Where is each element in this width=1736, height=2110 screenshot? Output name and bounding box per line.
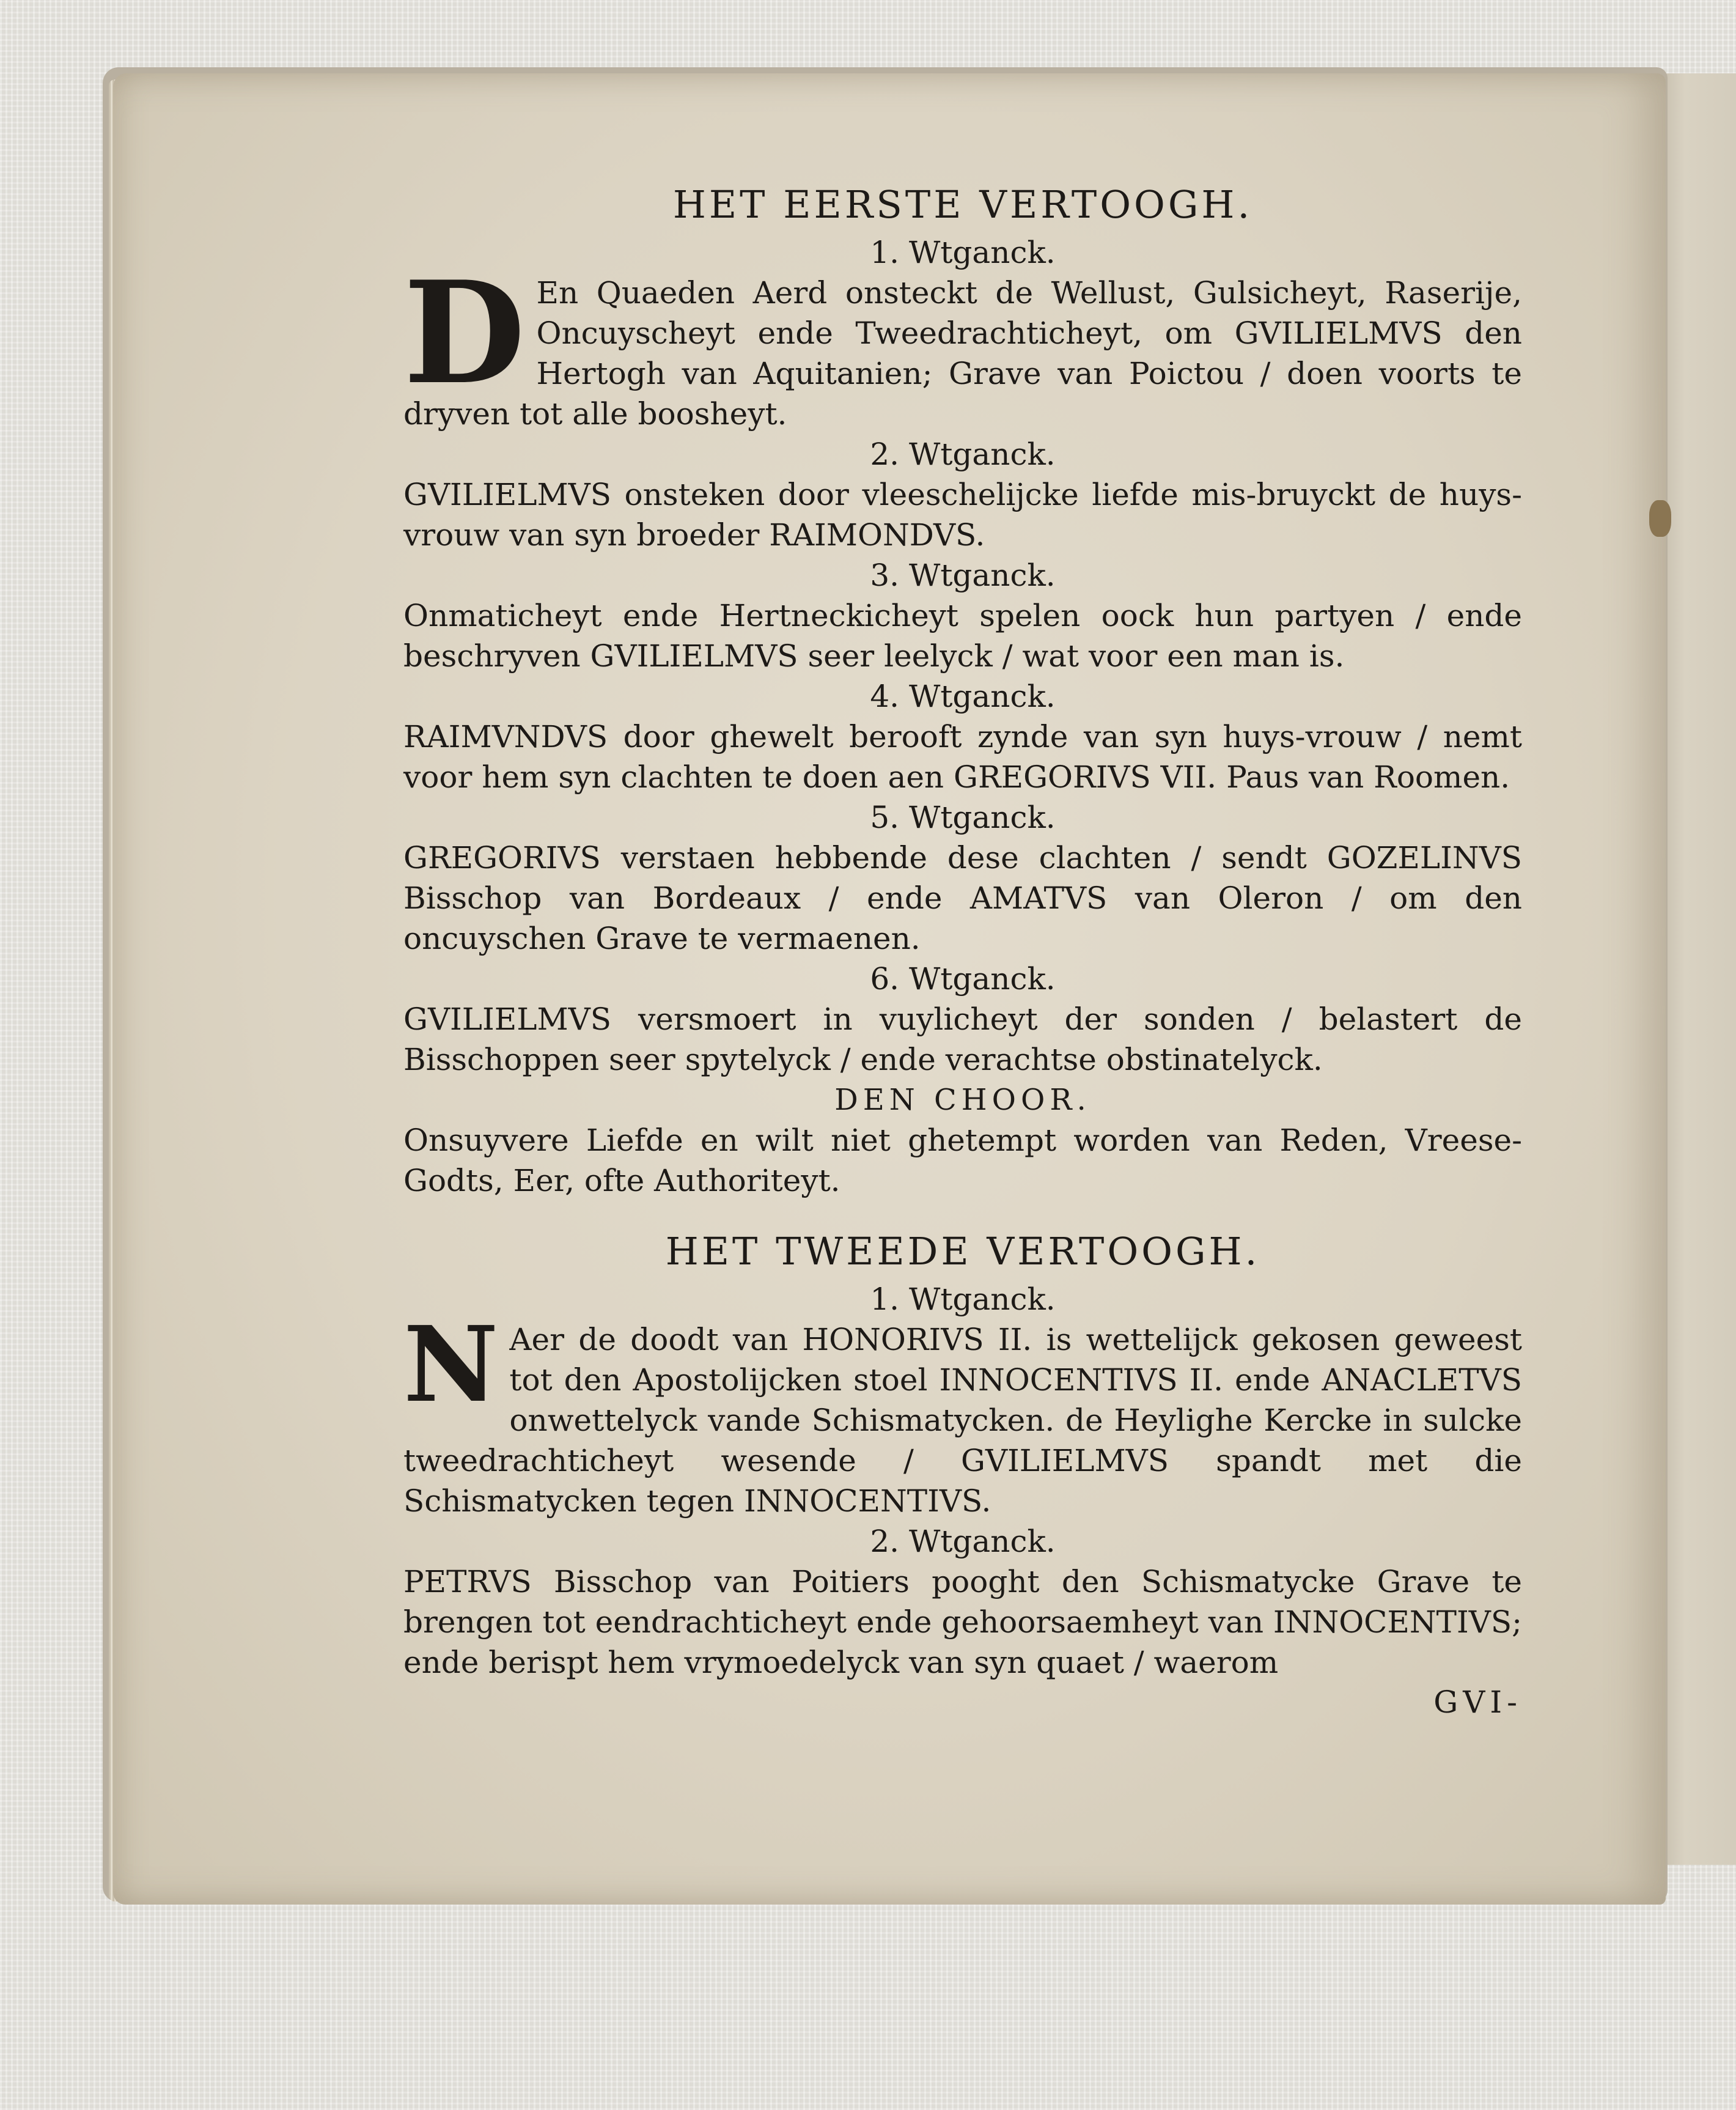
paragraph (403, 1304, 1522, 1521)
wtganck-label: 3. Wtganck. (870, 558, 1056, 593)
wtganck-label: 1. Wtganck. (870, 1282, 1056, 1317)
paragraph-text: GREGORIVS verstaen hebbende dese clachten / sendt GOZELINVS Bisschop van Bordeaux / ende AMATVS van Oleron / om den oncuyschen Grave te vermaenen. (403, 840, 1522, 956)
paragraph-text: Aer de doodt van HONORIVS II. is wettelijck gekosen geweest tot den Apostolijcken stoel INNOCENTIVS II. ende ANACLETVS onwettelyck vande Schismatycken. de Heylighe Kercke in sulcke tweedrachticheyt wesende / GVILIELMVS spandt met die Schismatycken tegen INNOCENTIVS. (403, 1322, 1522, 1519)
paragraph-text: GVILIELMVS onsteken door vleeschelijcke liefde mis-bruyckt de huys-vrouw van syn broeder RAIMONDVS. (403, 477, 1522, 553)
section-heading-first: HET EERSTE VERTOOGH. (672, 182, 1253, 227)
paragraph-text: PETRVS Bisschop van Poitiers pooght den Schismatycke Grave te brengen tot eendrachticheyt ende gehoorsaemheyt van INNOCENTIVS; ende berispt hem vrymoedelyck van syn quaet / waerom (403, 1564, 1522, 1680)
wtganck-label: 1. Wtganck. (870, 235, 1056, 270)
wtganck-label: 5. Wtganck. (870, 800, 1056, 835)
chorus-label: DEN CHOOR. (834, 1083, 1091, 1117)
drop-capital: N (403, 1304, 499, 1426)
page-text (403, 177, 1522, 1722)
chorus-text: Onsuyvere Liefde en wilt niet ghetempt worden van Reden, Vreese-Godts, Eer, ofte Authoriteyt. (403, 1123, 1522, 1198)
section-heading-second: HET TWEEDE VERTOOGH. (665, 1229, 1260, 1274)
wtganck-label: 6. Wtganck. (870, 961, 1056, 997)
drop-capital: D (403, 251, 526, 416)
wtganck-label: 4. Wtganck. (870, 679, 1056, 714)
page-tab-mark (1649, 500, 1671, 537)
wtganck-label: 2. Wtganck. (870, 437, 1056, 472)
paragraph-text: GVILIELMVS versmoert in vuylicheyt der sonden / belastert de Bisschoppen seer spytelyck / ende verachtse obstinatelyck. (403, 1002, 1522, 1077)
paragraph-text: Onmaticheyt ende Hertneckicheyt spelen oock hun partyen / ende beschryven GVILIELMVS seer leelyck / wat voor een man is. (403, 598, 1522, 674)
wtganck-label: 2. Wtganck. (870, 1524, 1056, 1559)
paragraph-text: En Quaeden Aerd onsteckt de Wellust, Gulsicheyt, Raserije, Oncuyscheyt ende Tweedrachticheyt, om GVILIELMVS den Hertogh van Aquitanien; Grave van Poictou / doen voorts te dryven tot alle boosheyt. (403, 275, 1522, 432)
catchword: GVI- (1433, 1684, 1522, 1720)
paragraph-text: RAIMVNDVS door ghewelt berooft zynde van syn huys-vrouw / nemt voor hem syn clachten te doen aen GREGORIVS VII. Paus van Roomen. (403, 719, 1522, 795)
